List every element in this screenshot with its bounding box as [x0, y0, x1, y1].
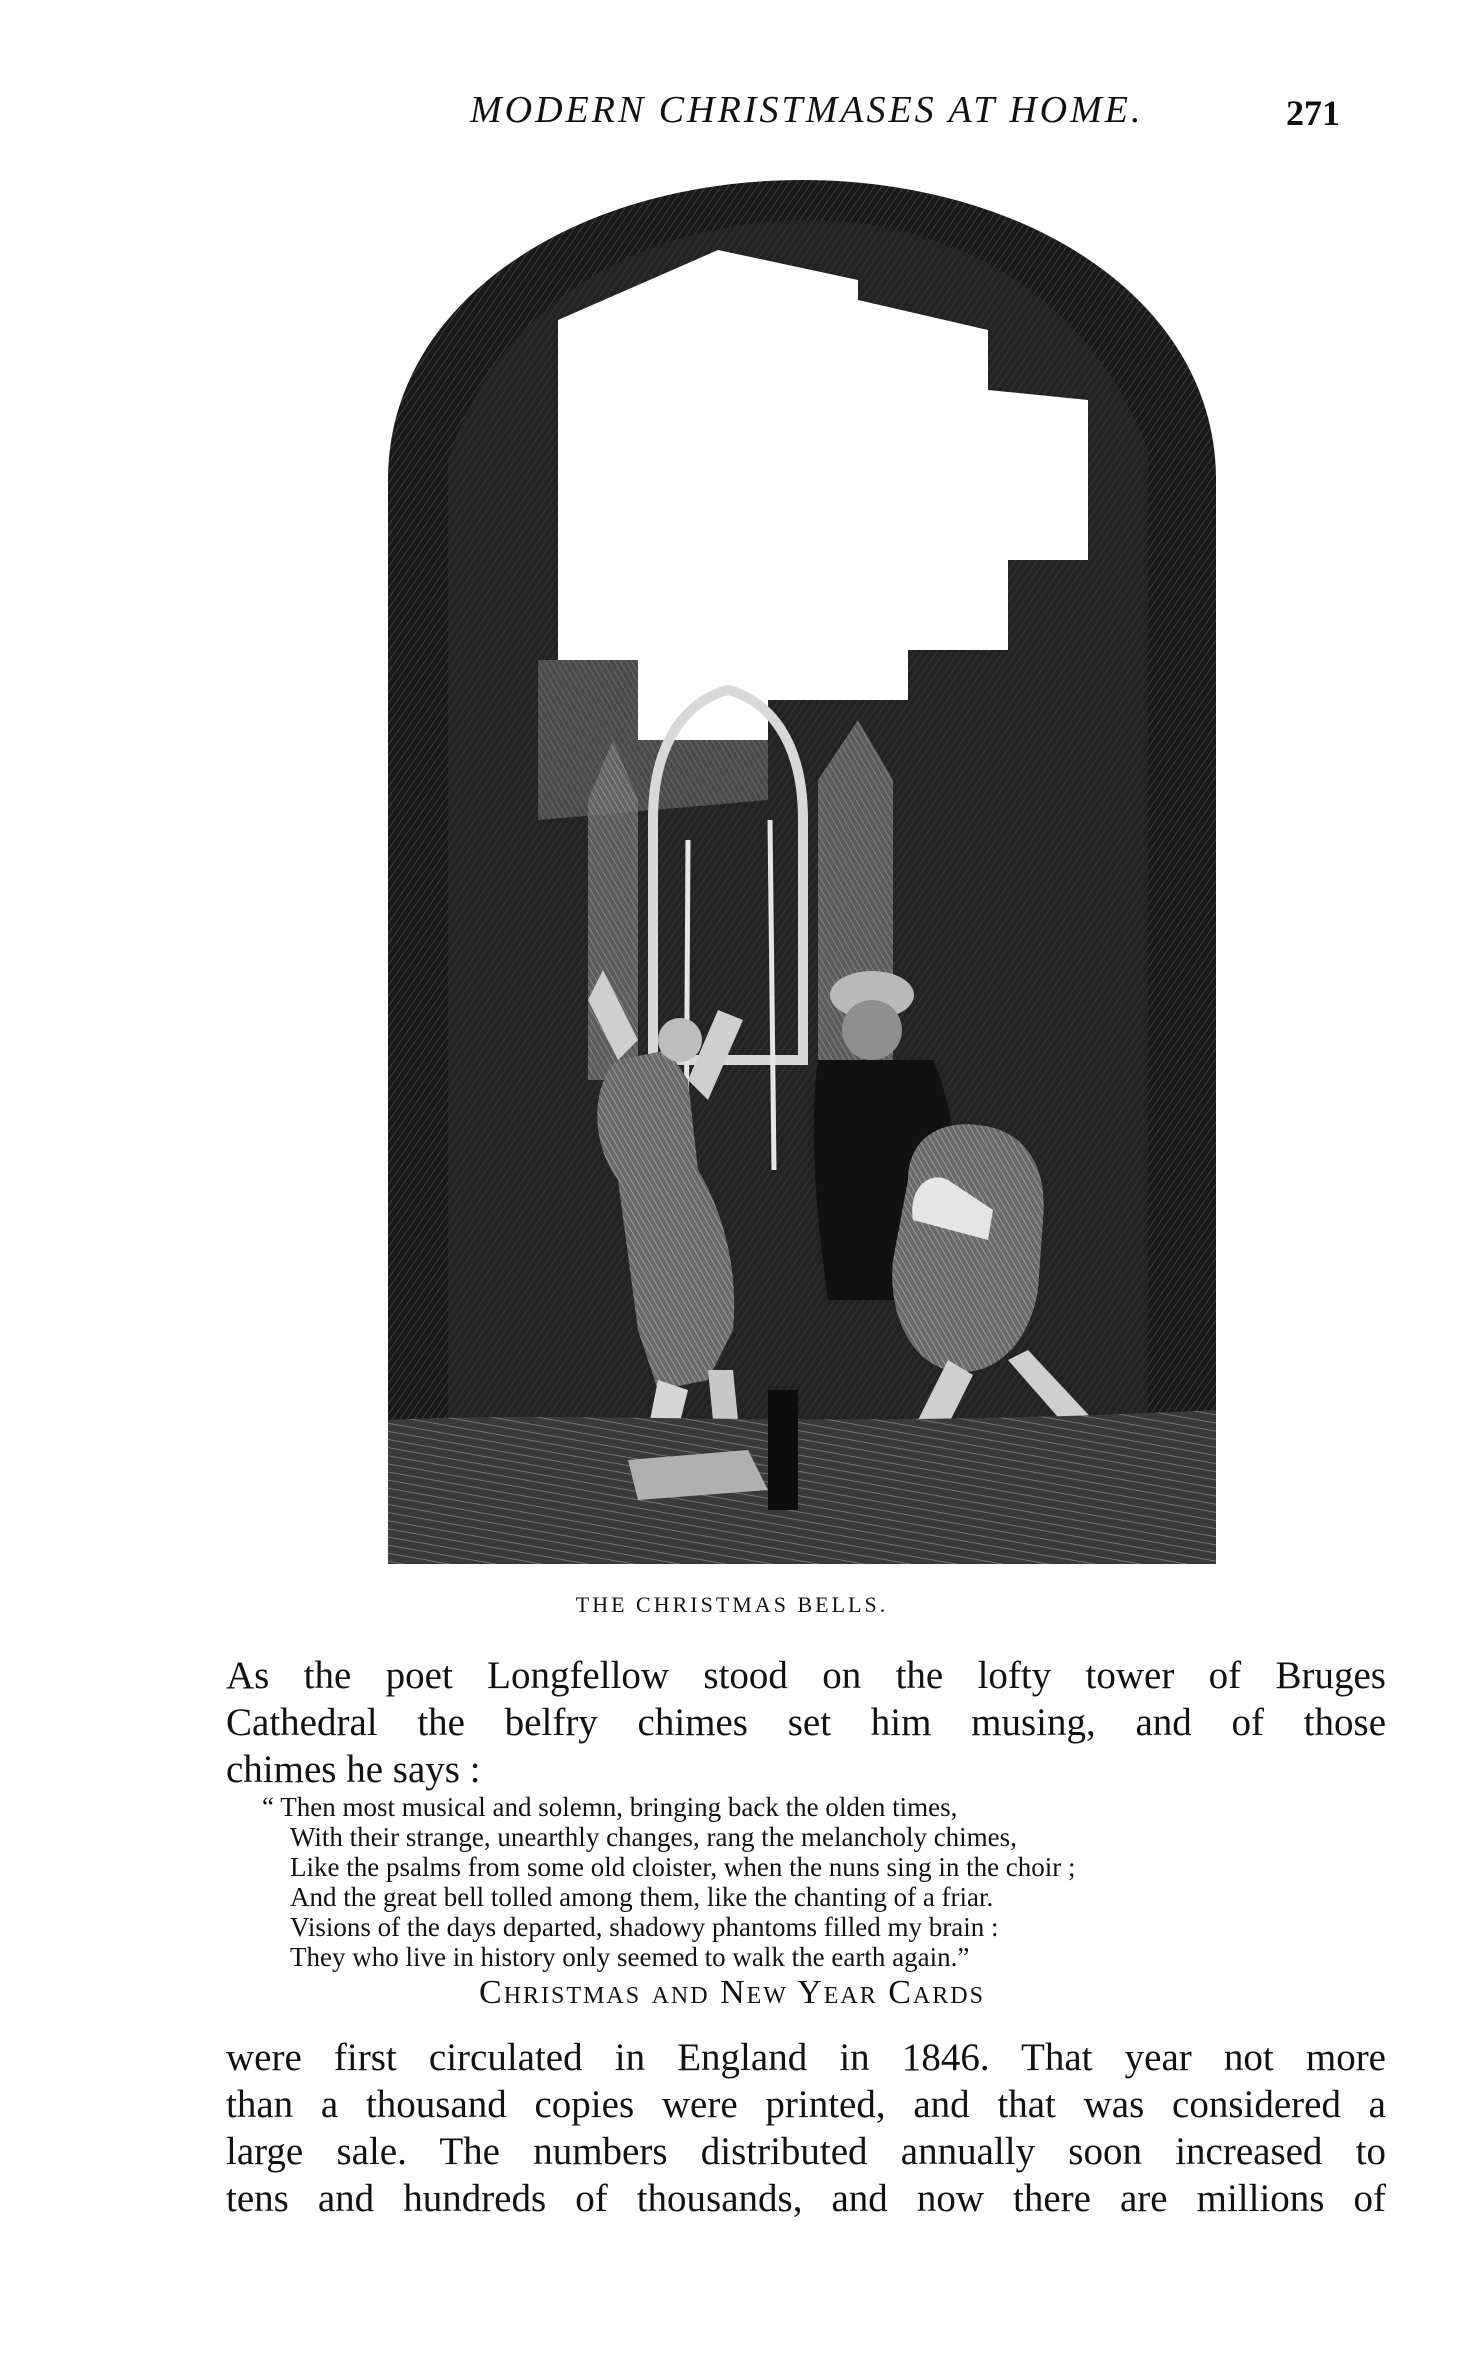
poem-line: Like the psalms from some old cloister, when the nuns sing in the choir ;: [290, 1852, 1076, 1882]
running-title: MODERN CHRISTMASES AT HOME.: [470, 89, 1144, 131]
paragraph-longfellow: [226, 1652, 1386, 1793]
poem-line: And the great bell tolled among them, like the chanting of a friar.: [290, 1882, 994, 1912]
section-heading: Christmas and New Year Cards: [479, 1974, 985, 2011]
poem-line: They who live in history only seemed to walk the earth again.”: [290, 1942, 970, 1972]
figure-caption: THE CHRISTMAS BELLS.: [575, 1592, 889, 1617]
text-line: tens and hundreds of thousands, and now there are millions of: [226, 2177, 1386, 2220]
text-line: chimes he says :: [226, 1748, 481, 1791]
text-line: Cathedral the belfry chimes set him musing, and of those: [226, 1701, 1386, 1744]
text-line: large sale. The numbers distributed annually soon increased to: [226, 2130, 1386, 2173]
poem-line: Visions of the days departed, shadowy phantoms filled my brain :: [290, 1912, 999, 1942]
page-number: 271: [1286, 93, 1340, 133]
text-line: As the poet Longfellow stood on the lofty tower of Bruges: [226, 1654, 1386, 1697]
text-line: were first circulated in England in 1846. That year not more: [226, 2036, 1386, 2079]
engraving-image: [388, 180, 1216, 1564]
poem-line: With their strange, unearthly changes, rang the melancholy chimes,: [290, 1822, 1017, 1852]
paragraph-cards: [226, 2034, 1386, 2222]
christmas-bells-illustration: [388, 180, 1216, 1564]
poem-quotation: [240, 1792, 1360, 1972]
poem-line: “ Then most musical and solemn, bringing back the olden times,: [262, 1792, 958, 1822]
text-line: than a thousand copies were printed, and that was considered a: [226, 2083, 1386, 2126]
